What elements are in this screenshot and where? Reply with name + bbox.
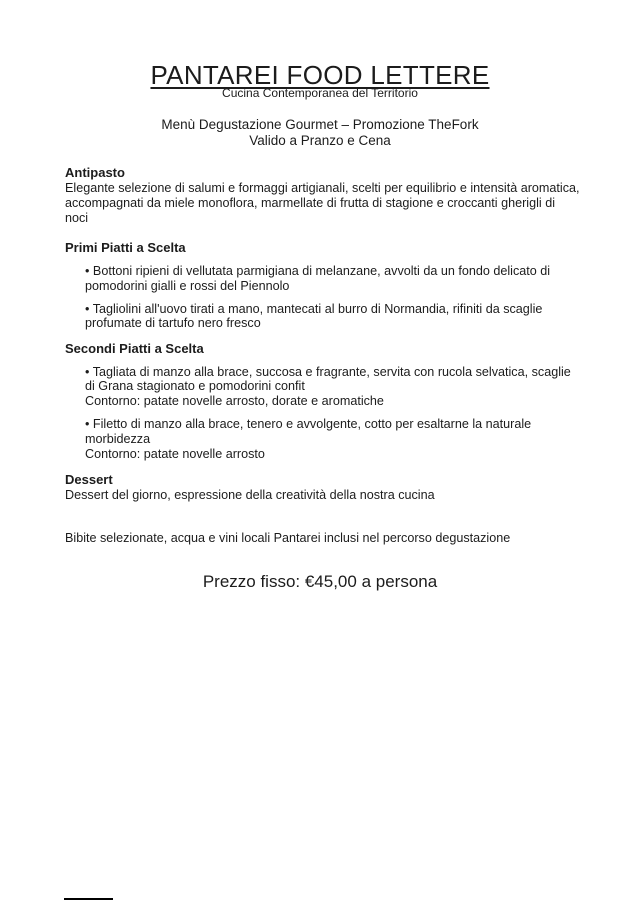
title-block xyxy=(0,0,640,100)
menu-heading-line1: Menù Degustazione Gourmet – Promozione TheFork xyxy=(161,117,479,133)
dish-description: Tagliata di manzo alla brace, succosa e fragrante, servita con rucola selvatica, scaglie di Grana stagionato e pomodorini confit xyxy=(85,364,571,394)
list-item xyxy=(85,302,580,332)
bullet-glyph: • xyxy=(85,364,90,379)
menu-heading-line2: Valido a Pranzo e Cena xyxy=(249,133,391,149)
bullet-glyph: • xyxy=(85,263,90,278)
fixed-price-line: Prezzo fisso: €45,00 a persona xyxy=(202,571,438,591)
menu-content xyxy=(65,165,580,546)
dish-side-note: Contorno: patate novelle arrosto xyxy=(85,446,265,461)
page-title: PANTAREI FOOD LETTERE xyxy=(150,60,490,90)
section-text-dessert: Dessert del giorno, espressione della creatività della nostra cucina xyxy=(65,488,435,503)
bullet-glyph: • xyxy=(85,301,90,316)
page-bottom-mark xyxy=(64,898,113,900)
menu-heading xyxy=(0,117,640,149)
list-item xyxy=(85,264,580,294)
beverages-note: Bibite selezionate, acqua e vini locali Pantarei inclusi nel percorso degustazione xyxy=(65,530,511,545)
list-item xyxy=(85,417,580,462)
section-text-antipasto: Elegante selezione di salumi e formaggi artigianali, scelti per equilibrio e intensità aromatica, accompagnati da miele monoflora, marmellate di frutta di stagione e croccanti gherigli di noci xyxy=(65,180,580,225)
section-heading-primi: Primi Piatti a Scelta xyxy=(65,240,186,256)
dish-description: Filetto di manzo alla brace, tenero e avvolgente, cotto per esaltarne la naturale morbidezza xyxy=(85,417,532,446)
page-subtitle: Cucina Contemporanea del Territorio xyxy=(222,86,418,100)
bullet-glyph: • xyxy=(85,417,90,432)
list-item xyxy=(85,365,580,410)
dish-side-note: Contorno: patate novelle arrosto, dorate e aromatiche xyxy=(85,394,384,409)
dish-description: Tagliolini all'uovo tirati a mano, mantecati al burro di Normandia, rifiniti da scaglie profumate di tartufo nero fresco xyxy=(85,301,543,331)
dish-description: Bottoni ripieni di vellutata parmigiana di melanzane, avvolti da un fondo delicato di pomodorini gialli e rossi del Piennolo xyxy=(85,263,551,293)
section-heading-secondi: Secondi Piatti a Scelta xyxy=(65,341,204,357)
section-heading-dessert: Dessert xyxy=(65,471,113,487)
section-heading-antipasto: Antipasto xyxy=(65,164,125,180)
